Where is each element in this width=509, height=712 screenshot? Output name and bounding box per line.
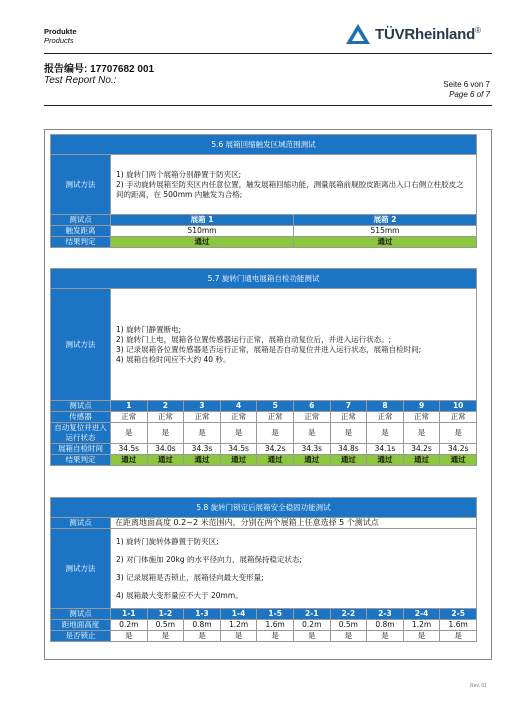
result-cell: 通过 bbox=[111, 237, 294, 248]
section-5-6-title: 5.6 展箱回缩触发区域范围测试 bbox=[51, 135, 477, 155]
report-number-block bbox=[44, 60, 154, 86]
method-label: 测试方法 bbox=[51, 529, 111, 609]
time-cell: 34.2s bbox=[440, 444, 477, 455]
point-label: 测试点 bbox=[51, 215, 111, 226]
sensor-label: 传感器 bbox=[51, 412, 111, 423]
sensor-cell: 正常 bbox=[220, 412, 257, 423]
method-label: 测试方法 bbox=[51, 289, 111, 401]
reset-cell: 是 bbox=[184, 423, 221, 444]
point-cell: 2-3 bbox=[367, 609, 404, 620]
point-cell: 2-5 bbox=[440, 609, 477, 620]
sensor-cell: 正常 bbox=[440, 412, 477, 423]
point-cell: 2-2 bbox=[330, 609, 367, 620]
result-label: 结果判定 bbox=[51, 455, 111, 466]
time-cell: 34.5s bbox=[111, 444, 148, 455]
result-cell: 通过 bbox=[293, 455, 330, 466]
point-cell: 9 bbox=[403, 401, 440, 412]
point-label: 测试点 bbox=[51, 401, 111, 412]
point-cell: 4 bbox=[220, 401, 257, 412]
method-text: 1) 旋转门静置断电; 2) 旋转门上电，展箱各位置传感器运行正常，展箱自动复位后，并进入运行状态。; 3) 记录展箱各位置传感器是否运行正常，展箱是否自动复位并进入运行状态，展箱自检时间; 4) 展箱自检时间应不大约 40 秒。 bbox=[111, 289, 477, 401]
section-5-7-title: 5.7 旋转门通电展箱自检功能测试 bbox=[51, 269, 477, 289]
point-cell: 3 bbox=[184, 401, 221, 412]
point-cell: 5 bbox=[257, 401, 294, 412]
sensor-cell: 正常 bbox=[111, 412, 148, 423]
result-cell: 通过 bbox=[403, 455, 440, 466]
sensor-cell: 正常 bbox=[403, 412, 440, 423]
height-cell: 0.2m bbox=[293, 620, 330, 631]
point-cell: 1 bbox=[111, 401, 148, 412]
height-label: 距地面高度 bbox=[51, 620, 111, 631]
result-cell: 通过 bbox=[330, 455, 367, 466]
point-cell: 2-4 bbox=[403, 609, 440, 620]
point-cell: 2 bbox=[147, 401, 184, 412]
section-5-8-table bbox=[50, 497, 477, 642]
point-cell: 1-5 bbox=[257, 609, 294, 620]
sensor-cell: 正常 bbox=[257, 412, 294, 423]
result-label: 结果判定 bbox=[51, 237, 111, 248]
lock-cell: 是 bbox=[293, 631, 330, 642]
reset-cell: 是 bbox=[367, 423, 404, 444]
point-cell: 1-1 bbox=[111, 609, 148, 620]
reset-cell: 是 bbox=[147, 423, 184, 444]
reset-cell: 是 bbox=[403, 423, 440, 444]
lock-cell: 是 bbox=[367, 631, 404, 642]
point-cell: 展箱 1 bbox=[111, 215, 294, 226]
result-cell: 通过 bbox=[184, 455, 221, 466]
reset-cell: 是 bbox=[330, 423, 367, 444]
height-cell: 1.6m bbox=[440, 620, 477, 631]
produkte-label: Produkte bbox=[44, 27, 77, 36]
tuv-logo bbox=[345, 22, 481, 46]
height-cell: 1.2m bbox=[403, 620, 440, 631]
distance-cell: 510mm bbox=[111, 226, 294, 237]
revision-label: Rev. 01 bbox=[470, 683, 487, 689]
height-cell: 0.8m bbox=[184, 620, 221, 631]
height-cell: 0.5m bbox=[147, 620, 184, 631]
point-cell: 7 bbox=[330, 401, 367, 412]
result-cell: 通过 bbox=[294, 237, 477, 248]
time-cell: 34.3s bbox=[293, 444, 330, 455]
sensor-cell: 正常 bbox=[367, 412, 404, 423]
point-cell: 展箱 2 bbox=[294, 215, 477, 226]
time-cell: 34.5s bbox=[220, 444, 257, 455]
page-number-en: Page 6 of 7 bbox=[449, 90, 490, 99]
time-cell: 34.2s bbox=[403, 444, 440, 455]
lock-cell: 是 bbox=[184, 631, 221, 642]
lock-cell: 是 bbox=[111, 631, 148, 642]
brand-name: TÜVRheinland® bbox=[375, 25, 481, 43]
section-5-6-table bbox=[50, 134, 477, 248]
height-cell: 0.2m bbox=[111, 620, 148, 631]
reset-cell: 是 bbox=[220, 423, 257, 444]
reset-label: 自动复位并进入运行状态 bbox=[51, 423, 111, 444]
time-cell: 34.8s bbox=[330, 444, 367, 455]
height-cell: 0.5m bbox=[330, 620, 367, 631]
point-cell: 6 bbox=[293, 401, 330, 412]
result-cell: 通过 bbox=[220, 455, 257, 466]
sensor-cell: 正常 bbox=[184, 412, 221, 423]
triangle-logo-icon bbox=[345, 23, 371, 45]
point-cell: 10 bbox=[440, 401, 477, 412]
time-cell: 34.0s bbox=[147, 444, 184, 455]
sensor-cell: 正常 bbox=[330, 412, 367, 423]
point-cell: 2-1 bbox=[293, 609, 330, 620]
lock-cell: 是 bbox=[440, 631, 477, 642]
reset-cell: 是 bbox=[440, 423, 477, 444]
point-label: 测试点 bbox=[51, 609, 111, 620]
height-cell: 1.2m bbox=[220, 620, 257, 631]
lock-label: 是否锁止 bbox=[51, 631, 111, 642]
time-cell: 34.1s bbox=[367, 444, 404, 455]
lock-cell: 是 bbox=[257, 631, 294, 642]
result-cell: 通过 bbox=[257, 455, 294, 466]
products-label: Products bbox=[44, 36, 74, 45]
height-cell: 1.6m bbox=[257, 620, 294, 631]
time-cell: 34.2s bbox=[257, 444, 294, 455]
reset-cell: 是 bbox=[293, 423, 330, 444]
method-label: 测试方法 bbox=[51, 155, 111, 215]
result-cell: 通过 bbox=[111, 455, 148, 466]
report-label-en: Test Report No.: bbox=[44, 75, 117, 86]
section-5-8-title: 5.8 旋转门锁定后展箱安全稳固功能测试 bbox=[51, 498, 477, 518]
point-desc-text: 在距离地面高度 0.2~2 米范围内，分别在两个展箱上任意选择 5 个测试点 bbox=[111, 518, 477, 529]
section-5-7-table bbox=[50, 268, 477, 466]
method-text: 1) 旋转门两个展箱分别静置于防夹区; 2) 手动旋转展箱至防夹区内任意位置，触发展箱回缩功能，测量展箱前舰胶皮距离出入口右侧立柱胶皮之间的距离，在 500mm 内触发为合格; bbox=[111, 155, 477, 215]
time-label: 展箱自检时间 bbox=[51, 444, 111, 455]
distance-label: 触发距离 bbox=[51, 226, 111, 237]
point-cell: 1-3 bbox=[184, 609, 221, 620]
point-cell: 8 bbox=[367, 401, 404, 412]
page-number bbox=[443, 80, 490, 100]
point-cell: 1-2 bbox=[147, 609, 184, 620]
time-cell: 34.3s bbox=[184, 444, 221, 455]
result-cell: 通过 bbox=[440, 455, 477, 466]
reset-cell: 是 bbox=[111, 423, 148, 444]
method-text: 1) 旋转门旋转体静置于防夹区; 2) 对门体施加 20kg 的水平径向力，展箱保持稳定状态; 3) 记录展箱是否锁止，展箱径向最大变形量; 4) 展箱最大变形量应不大于 20mm。 bbox=[111, 529, 477, 609]
lock-cell: 是 bbox=[220, 631, 257, 642]
report-rule bbox=[44, 105, 492, 106]
reset-cell: 是 bbox=[257, 423, 294, 444]
report-label: 报告编号: bbox=[44, 64, 88, 75]
lock-cell: 是 bbox=[147, 631, 184, 642]
header-products bbox=[44, 27, 77, 45]
sensor-cell: 正常 bbox=[147, 412, 184, 423]
lock-cell: 是 bbox=[330, 631, 367, 642]
result-cell: 通过 bbox=[367, 455, 404, 466]
point-desc-label: 测试点 bbox=[51, 518, 111, 529]
distance-cell: 515mm bbox=[294, 226, 477, 237]
lock-cell: 是 bbox=[403, 631, 440, 642]
sensor-cell: 正常 bbox=[293, 412, 330, 423]
result-cell: 通过 bbox=[147, 455, 184, 466]
header-rule bbox=[44, 53, 492, 54]
height-cell: 0.8m bbox=[367, 620, 404, 631]
report-number: 17707682 001 bbox=[90, 64, 155, 75]
point-cell: 1-4 bbox=[220, 609, 257, 620]
page-number-de: Seite 6 von 7 bbox=[443, 80, 490, 89]
